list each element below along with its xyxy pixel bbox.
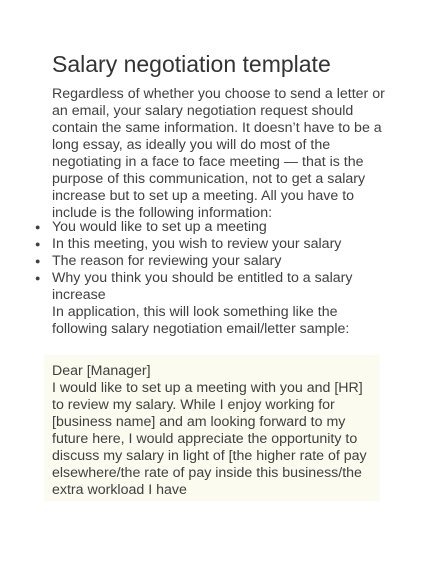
list-item (35, 270, 392, 304)
letter-body: I would like to set up a meeting with you and [HR] to review my salary. While I enjoy working for [business name] and am looking forward to my future here, I would appreciate the opportunity to discuss my salary in light of [the higher rate of pay elsewhere/the rate of pay inside this business/the extra workload I have (52, 380, 367, 498)
bullet-list (35, 219, 392, 304)
list-item-text: Why you think you should be entitled to a salary increase (52, 270, 353, 303)
page-title: Salary negotiation template (52, 51, 331, 77)
letter-sample-text (52, 363, 374, 499)
intro-paragraph: Regardless of whether you choose to send a letter or an email, your salary negotiation request should contain the same information. It doesn’t have to be a long essay, as ideally you will do most of the negotiating in a face to face meeting — that is the purpose of this communication, not to get a salary increase but to set up a meeting. All you have to include is the following information: (52, 86, 385, 221)
list-item (35, 236, 392, 253)
list-item-text: The reason for reviewing your salary (52, 253, 282, 269)
sample-intro-paragraph: In application, this will look something like the following salary negotiation email/letter sample: (52, 304, 350, 337)
bullet-dot-icon: ● (35, 239, 41, 249)
list-item-text: In this meeting, you wish to review your salary (52, 236, 342, 252)
list-item (35, 219, 392, 236)
bullet-dot-icon: ● (35, 273, 41, 283)
list-item-text: You would like to set up a meeting (52, 219, 267, 235)
list-item (35, 253, 392, 270)
bullet-dot-icon: ● (35, 222, 41, 232)
letter-sample-box (44, 355, 380, 501)
bullet-dot-icon: ● (35, 256, 41, 266)
letter-greeting: Dear [Manager] (52, 363, 151, 379)
